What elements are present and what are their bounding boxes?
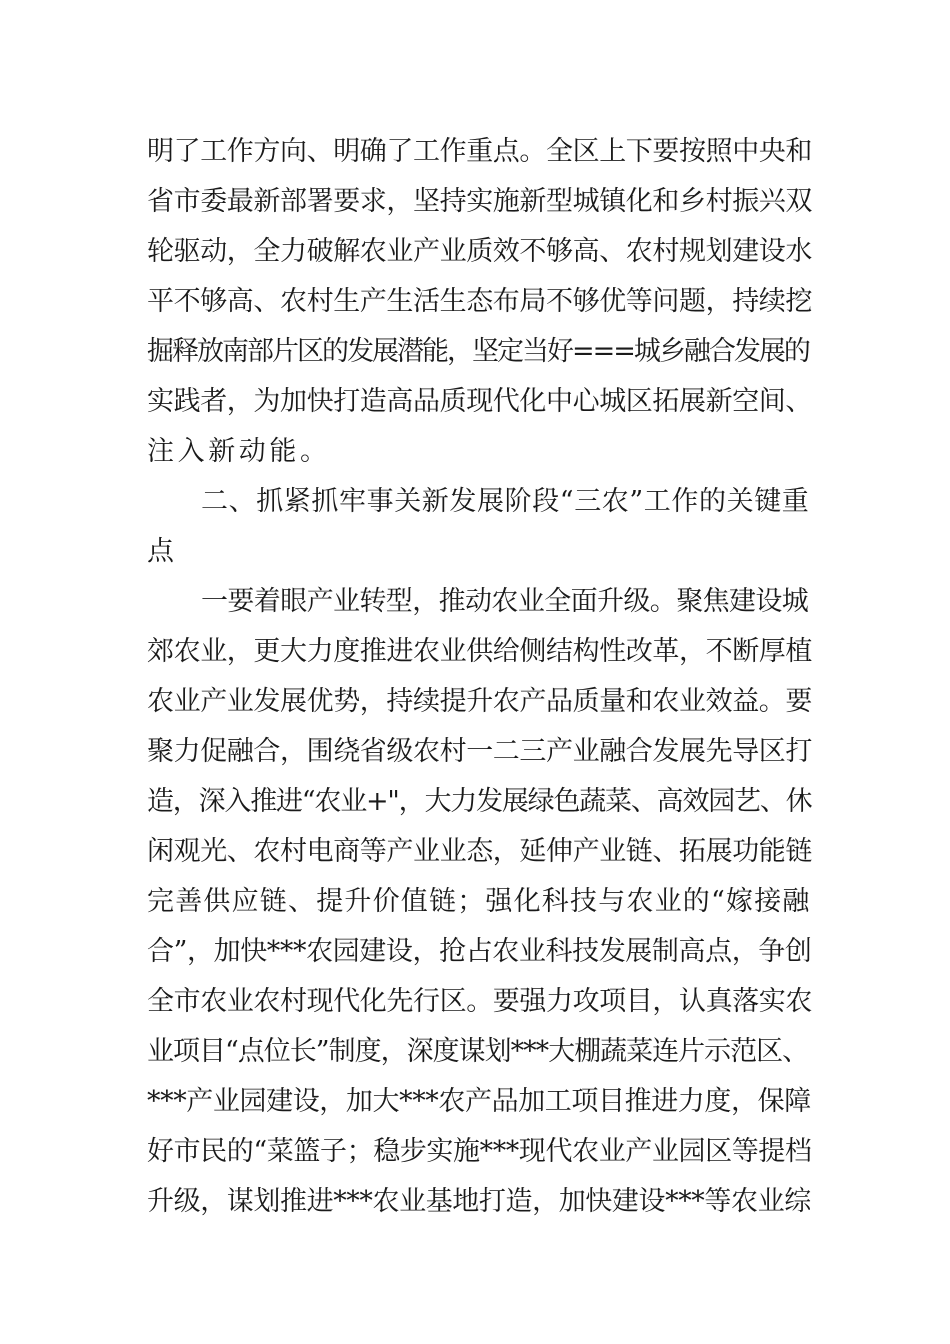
- text-line: ***产业园建设，加大***农产品加工项目推进力度，保障: [147, 1086, 811, 1117]
- text-line: 省市委最新部署要求，坚持实施新型城镇化和乡村振兴双: [147, 186, 812, 217]
- text-line: 聚力促融合，围绕省级农村一二三产业融合发展先导区打: [147, 736, 812, 767]
- text-line: 好市民的“菜篮子；稳步实施***现代农业产业园区等提档: [147, 1136, 812, 1167]
- section-heading: 二、抓紧抓牢事关新发展阶段“三农”工作的关键重: [201, 486, 810, 517]
- text-line: 升级，谋划推进***农业基地打造，加快建设***等农业综: [147, 1186, 811, 1217]
- paragraph-start: 一要着眼产业转型，推动农业全面升级。聚焦建设城: [201, 586, 809, 617]
- text-line: 郊农业，更大力度推进农业供给侧结构性改革，不断厚植: [147, 636, 812, 667]
- text-line: 造，深入推进“农业+"，大力发展绿色蔬菜、高效园艺、休: [147, 786, 812, 817]
- text-line: 合”，加快***农园建设，抢占农业科技发展制高点，争创: [147, 936, 812, 967]
- section-heading-cont: 点: [147, 536, 178, 567]
- text-line: 轮驱动，全力破解农业产业质效不够高、农村规划建设水: [147, 236, 812, 267]
- text-line: 注入新动能。: [147, 436, 331, 467]
- text-line: 明了工作方向、明确了工作重点。全区上下要按照中央和: [147, 136, 812, 167]
- text-line: 业项目“点位长”制度，深度谋划***大棚蔬菜连片示范区、: [147, 1036, 809, 1067]
- text-line: 掘释放南部片区的发展潜能，坚定当好===城乡融合发展的: [147, 336, 809, 367]
- text-line: 平不够高、农村生产生活生态布局不够优等问题，持续挖: [147, 286, 812, 317]
- text-line: 全市农业农村现代化先行区。要强力攻项目，认真落实农: [147, 986, 812, 1017]
- text-line: 实践者，为加快打造高品质现代化中心城区拓展新空间、: [147, 386, 812, 417]
- text-line: 完善供应链、提升价值链；强化科技与农业的“嫁接融: [147, 886, 811, 917]
- text-line: 农业产业发展优势，持续提升农产品质量和农业效益。要: [147, 686, 812, 717]
- text-line: 闲观光、农村电商等产业业态，延伸产业链、拓展功能链: [147, 836, 812, 867]
